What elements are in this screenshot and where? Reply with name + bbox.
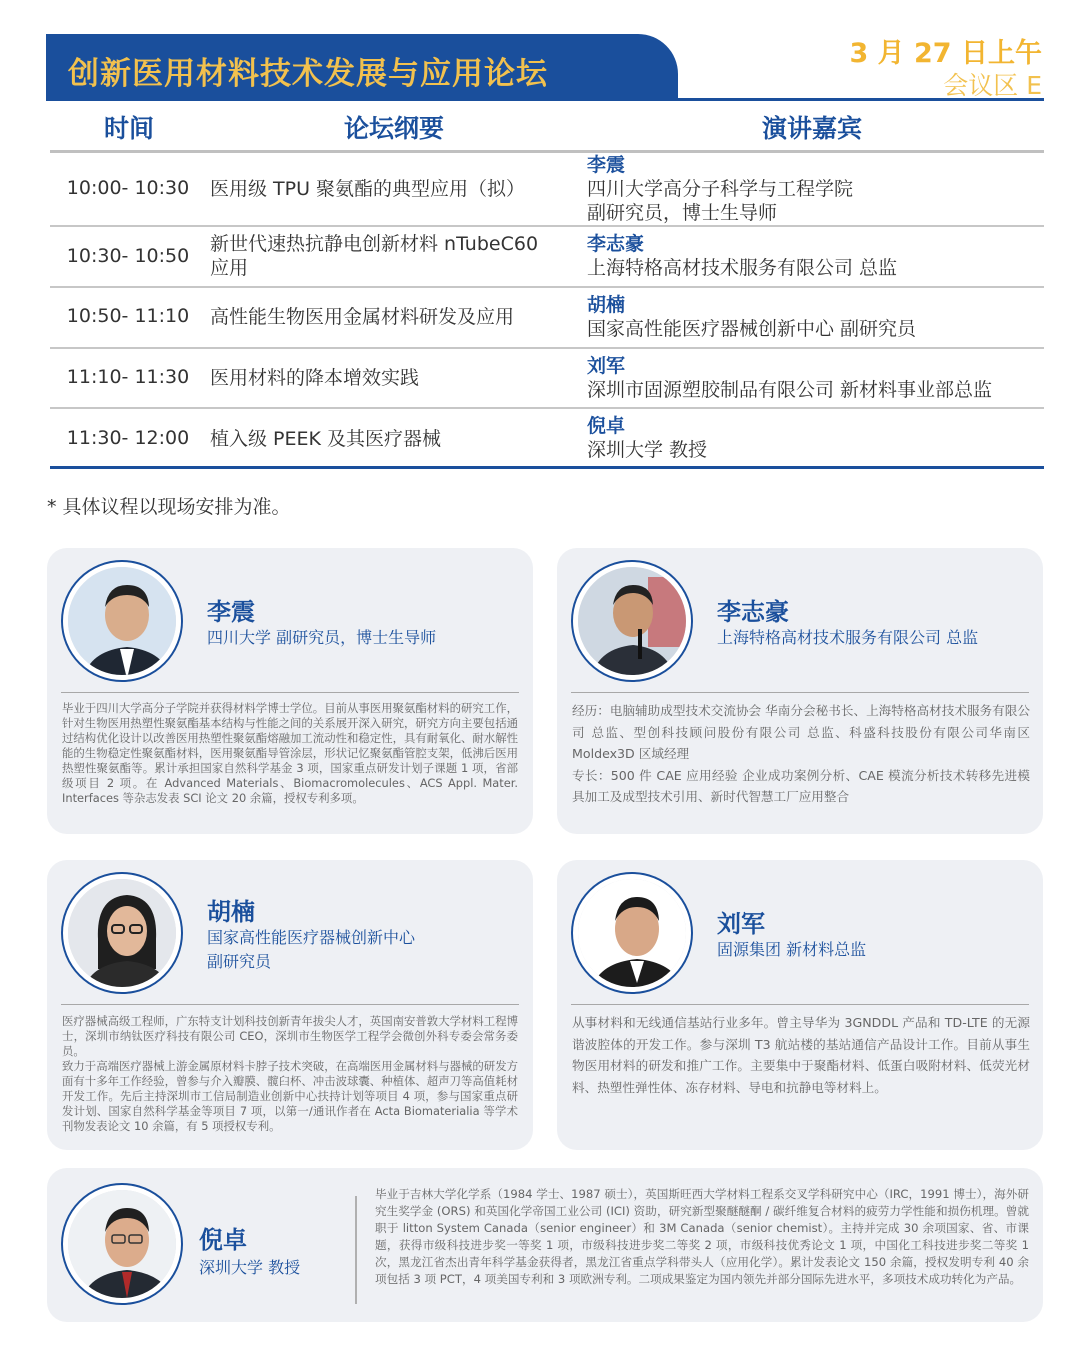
card-divider [355,1196,357,1304]
row-1-topic: 医用级 TPU 聚氨酯的典型应用（拟） [210,178,526,200]
row-3-speaker-affil: 国家高性能医疗器械创新中心 副研究员 [587,318,917,340]
row-2-time: 10:30- 10:50 [66,245,190,267]
row-2-speaker [587,232,897,280]
speaker-card-ni-zhuo [47,1168,1043,1322]
row-4-speaker-name: 刘军 [587,355,626,377]
person-photo-icon [68,1190,181,1303]
col-header-speaker: 演讲嘉宾 [762,114,863,143]
row-5-speaker-name: 倪卓 [587,415,626,437]
speaker-card-li-zhen [47,548,533,834]
title-rule [46,98,1044,101]
table-header-rule [50,150,1044,153]
speaker-bio: 毕业于吉林大学化学系（1984 学士、1987 硕士），英国斯旺西大学材料工程系交叉学科研究中心（IRC，1991 博士），海外研究生奖学金 (ORS) 和英国化学帝国工业公司 (ICI) 资助，研究新型聚醚醚酮 / 碳纤维复合材料的疲劳力学性能和损伤机理。曾就职于 litton System Canada（senior engineer）和 3M Canada（senior chemist）。主持并完成 30 余项国家、省、市课题，获得市级科技进步奖一等奖 1 项，市级科技进步奖二等奖 2 项，市级科技优秀论文 1 项，中国化工科技进步奖二等奖 1 次，黑龙江省杰出青年科学基金获得者，黑龙江省重点学科带头人（应用化学）。累计发表论文 150 余篇，授权发明专利 40 余项包括 3 项 PCT，4 项美国专利和 3 项欧洲专利。二项成果鉴定为国内领先并部分国际先进水平，多项技术成功转化为产品。 [375,1187,1029,1286]
card-divider [571,692,1029,693]
col-header-topic: 论坛纲要 [344,114,445,143]
card-divider [61,1004,519,1005]
col-header-time: 时间 [104,114,155,143]
card-divider [571,1004,1029,1005]
speaker-card-li-zhihao [557,548,1043,834]
row-divider [50,286,1044,288]
speaker-title-2: 副研究员 [207,952,272,971]
page-title: 创新医用材料技术发展与应用论坛 [68,56,548,92]
person-photo-icon [578,879,691,992]
avatar [573,874,691,992]
avatar [63,874,181,992]
person-photo-icon [68,879,181,992]
speaker-title: 深圳大学 教授 [199,1258,301,1277]
row-4-speaker [587,354,992,402]
row-2-topic: 新世代速热抗静电创新材料 nTubeC60 应用 [210,233,539,279]
speaker-title: 四川大学 副研究员，博士生导师 [207,628,437,647]
row-5-speaker-affil: 深圳大学 教授 [587,439,708,461]
row-5-topic: 植入级 PEEK 及其医疗器械 [210,428,442,450]
row-1-speaker-affil-2: 副研究员，博士生导师 [587,202,778,224]
card-divider [61,692,519,693]
speaker-name: 刘军 [717,910,765,938]
row-divider [50,407,1044,409]
speaker-bio: 毕业于四川大学高分子学院并获得材料学博士学位。目前从事医用聚氨酯材料的研究工作，针对生物医用热塑性聚氨酯基本结构与性能之间的关系展开深入研究，研究方向主要包括通过结构优化设计以改善医用热塑性聚氨酯熔融加工流动性和稳定性，具有耐氧化、耐水解性能的生物稳定性聚氨酯材料，医用聚氨酯导管涂层，形状记忆聚氨酯管腔支架，低沸后医用热塑性聚氨酯等。累计承担国家自然科学基金 3 项，国家重点研发计划子课题 1 项，省部级项目 2 项。在 Advanced Materials、Biomacromolecules、ACS Appl. Mater. Interfaces 等杂志发表 SCI 论文 20 余篇，授权专利多项。 [62,701,518,805]
avatar [573,562,691,680]
row-2-speaker-name: 李志豪 [587,233,645,255]
speaker-title: 上海特格高材技术服务有限公司 总监 [717,628,979,647]
avatar [63,1185,181,1303]
speaker-bio: 从事材料和无线通信基站行业多年。曾主导华为 3GNDDL 产品和 TD-LTE 的无源谐波腔体的开发工作。参与深圳 T3 航站楼的基站通信产品设计工作。目前从事生物医用材料的研发和推广工作。主要集中于聚酯材料、低蛋白吸附材料、低荧光材料、热塑性弹性体、冻存材料、导电和抗静电等材料上。 [572,1015,1030,1095]
speaker-card-liu-jun [557,860,1043,1150]
row-3-speaker [587,293,916,341]
row-divider [50,347,1044,349]
row-5-speaker [587,414,707,462]
row-3-topic: 高性能生物医用金属材料研发及应用 [210,306,515,328]
speaker-bio: 经历：电脑辅助成型技术交流协会 华南分会秘书长、上海特格高材技术服务有限公司 总监、型创科技顾问股份有限公司 总监、科盛科技股份有限公司华南区 Moldex3D 区域经理 专长：500 件 CAE 应用经验 企业成功案例分析、CAE 模流分析技术转移先进模具加工及成型技术引用、新时代智慧工厂应用整合 [572,703,1030,804]
speaker-name: 李震 [207,598,255,626]
speaker-name: 胡楠 [207,898,255,926]
row-1-speaker-name: 李震 [587,154,626,176]
speaker-title: 固源集团 新材料总监 [717,940,867,959]
speaker-name: 倪卓 [199,1226,247,1254]
speaker-bio: 医疗器械高级工程师，广东特支计划科技创新青年拔尖人才，英国南安普敦大学材料工程博士，深圳市纳钛医疗科技有限公司 CEO，深圳市生物医学工程学会微创外科专委会常务委员。 致力于高端医疗器械上游金属原材料卡脖子技术突破，在高端医用金属材料与器械的研发方面有十多年工作经验，曾参与介入瓣膜、髋臼杯、冲击波球囊、种植体、超声刀等高值耗材开发工作。先后主持深圳市工信局制造业创新中心扶持计划等项目 4 项，参与国家重点研发计划、国家自然科学基金等项目 7 项，以第一/通讯作者在 Acta Biomaterialia 等学术刊物发表论文 10 余篇，有 5 项授权专利。 [62,1014,518,1133]
speaker-card-hu-nan [47,860,533,1150]
row-4-time: 11:10- 11:30 [66,366,190,388]
person-photo-icon [578,567,691,680]
row-5-time: 11:30- 12:00 [66,427,190,449]
row-4-speaker-affil: 深圳市固源塑胶制品有限公司 新材料事业部总监 [587,379,993,401]
event-date: 3 月 27 日上午 [849,38,1042,69]
row-1-speaker-affil: 四川大学高分子科学与工程学院 [587,178,854,200]
table-bottom-rule [50,466,1044,469]
row-3-speaker-name: 胡楠 [587,294,626,316]
row-1-speaker [587,153,853,225]
speaker-name: 李志豪 [717,598,789,626]
row-1-time: 10:00- 10:30 [66,177,190,199]
speaker-title: 国家高性能医疗器械创新中心 [207,928,416,947]
row-2-speaker-affil: 上海特格高材技术服务有限公司 总监 [587,257,898,279]
agenda-note: * 具体议程以现场安排为准。 [47,496,291,518]
row-3-time: 10:50- 11:10 [66,305,190,327]
row-divider [50,225,1044,227]
avatar [63,562,181,680]
person-photo-icon [68,567,181,680]
row-4-topic: 医用材料的降本增效实践 [210,367,420,389]
event-venue: 会议区 E [943,71,1042,100]
